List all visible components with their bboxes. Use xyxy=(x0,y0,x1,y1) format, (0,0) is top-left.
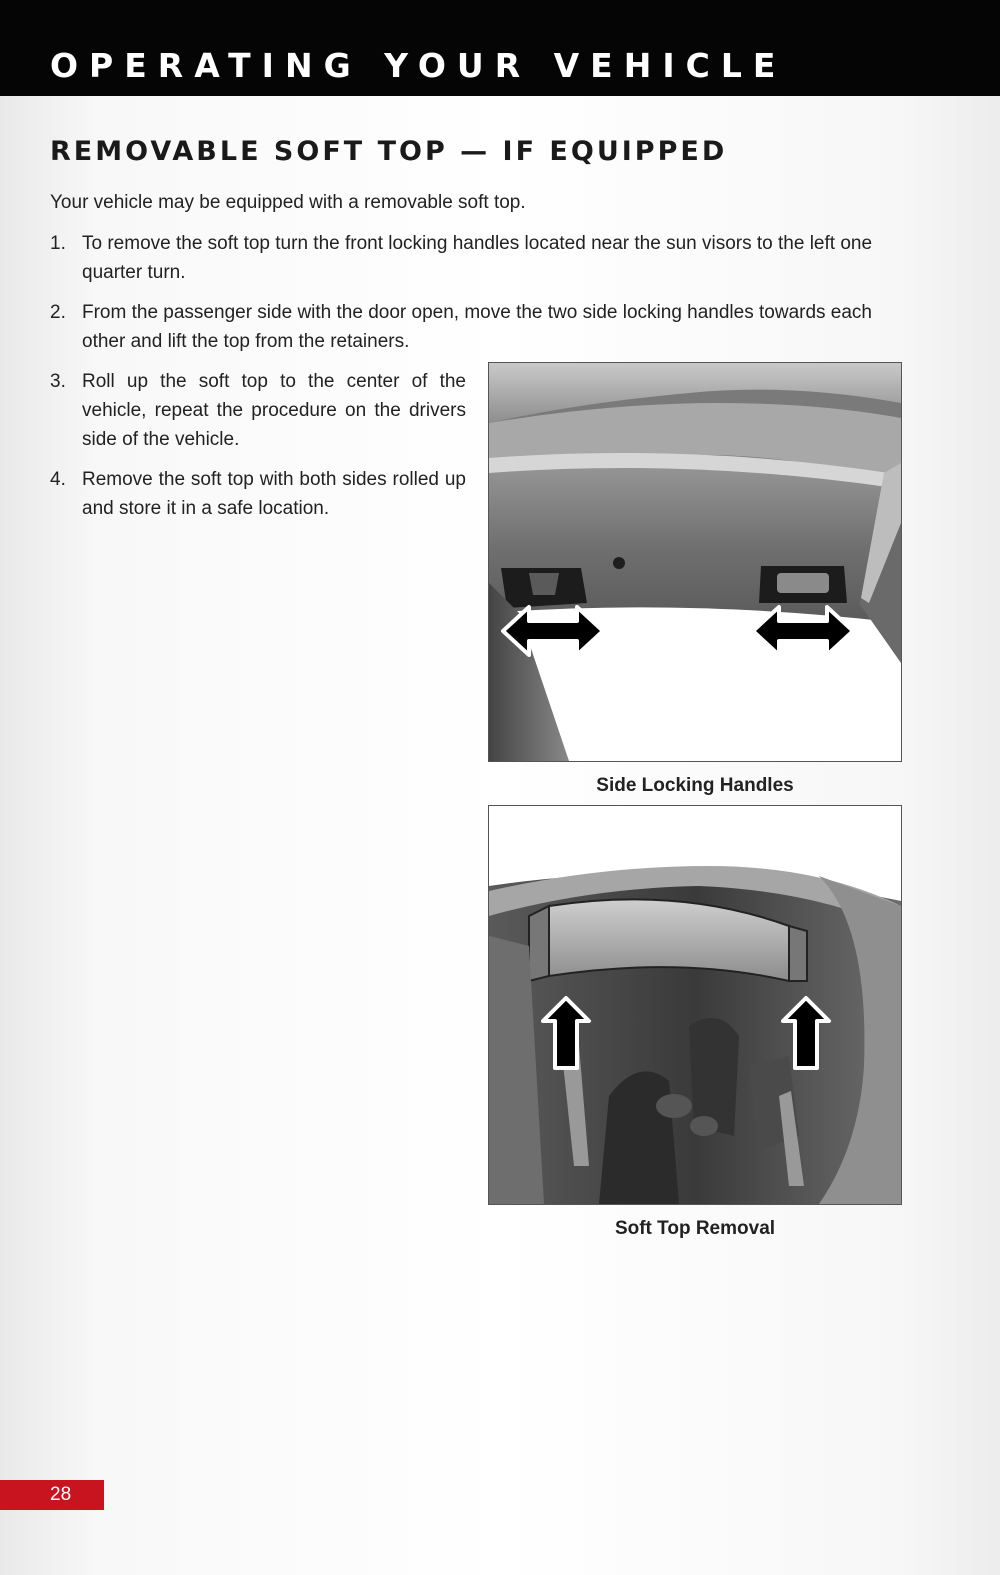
list-item-step-2 xyxy=(50,298,910,356)
step-number: 3. xyxy=(50,371,66,392)
chapter-title: OPERATING YOUR VEHICLE xyxy=(50,46,787,85)
step-text: Remove the soft top with both sides rolled up and store it in a safe location. xyxy=(82,469,466,519)
intro-paragraph: Your vehicle may be equipped with a removable soft top. xyxy=(50,192,526,213)
figure-caption: Soft Top Removal xyxy=(614,1218,776,1239)
step-number: 2. xyxy=(50,302,66,323)
soft-top-removal-illustration xyxy=(488,805,902,1205)
list-item-step-3 xyxy=(50,367,466,454)
page-number: 28 xyxy=(50,1484,72,1505)
section-title: REMOVABLE SOFT TOP — IF EQUIPPED xyxy=(50,136,728,167)
step-text: From the passenger side with the door open, move the two side locking handles towards each other and lift the top from the retainers. xyxy=(82,302,873,352)
step-number: 1. xyxy=(50,233,66,254)
side-locking-handles-illustration xyxy=(488,362,902,762)
list-item-step-1 xyxy=(50,229,910,287)
figure-caption: Side Locking Handles xyxy=(596,775,794,796)
step-number: 4. xyxy=(50,469,66,490)
step-text: To remove the soft top turn the front locking handles located near the sun visors to the left one quarter turn. xyxy=(82,233,873,283)
step-text: Roll up the soft top to the center of the vehicle, repeat the procedure on the drivers side of the vehicle. xyxy=(82,371,466,450)
list-item-step-4 xyxy=(50,465,466,523)
